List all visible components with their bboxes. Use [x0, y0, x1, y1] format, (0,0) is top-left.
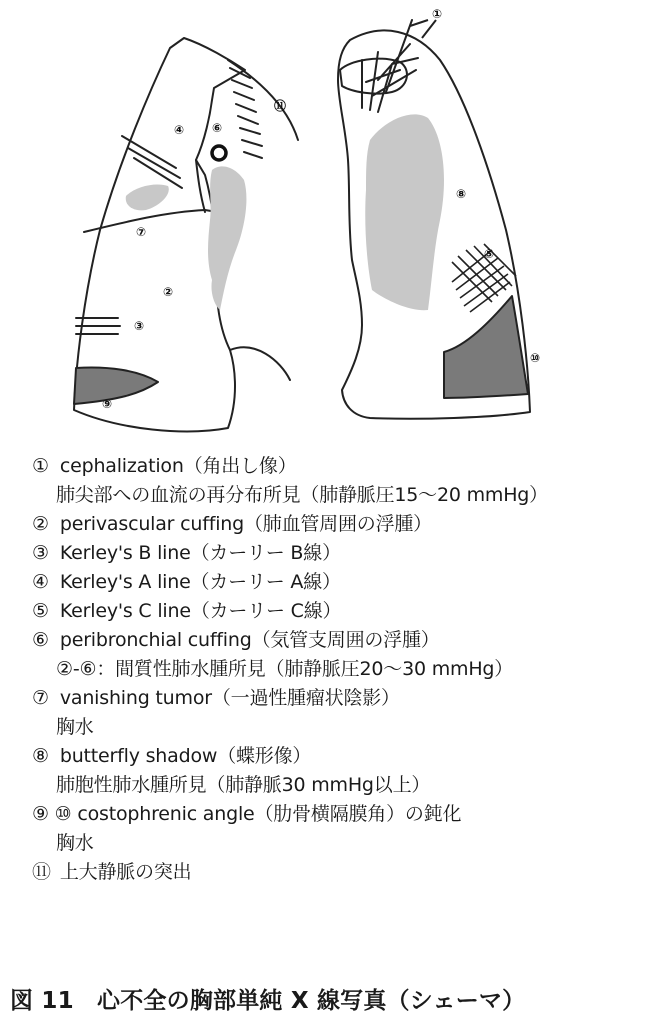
label-1: ① [432, 7, 443, 21]
label-9: ⑨ [102, 397, 113, 411]
legend-item-8: ⑧ butterfly shadow（蝶形像） [32, 745, 312, 767]
legend-item-9-10: ⑨ ⑩ costophrenic angle（肋骨横隔膜角）の鈍化 [32, 803, 462, 825]
figure-caption: 図 11 心不全の胸部単純 X 線写真（シェーマ） [10, 988, 526, 1014]
label-11: ⑪ [274, 99, 287, 113]
heart-border [230, 347, 290, 380]
legend-sub-5: 胸水 [56, 832, 94, 854]
right-costophrenic-effusion [74, 368, 158, 404]
legend-item-7: ⑦ vanishing tumor（一過性腫瘤状陰影） [32, 687, 400, 709]
label-4: ④ [174, 123, 185, 137]
label-7: ⑦ [136, 225, 147, 239]
legend-item-1: ① cephalization（角出し像） [32, 455, 297, 477]
label-3: ③ [134, 319, 145, 333]
label-8: ⑧ [456, 187, 467, 201]
butterfly-shadow [365, 114, 444, 310]
legend-item-6: ⑥ peribronchial cuffing（気管支周囲の浮腫） [32, 629, 440, 651]
legend-item-4: ④ Kerley's A line（カーリー A線） [32, 571, 341, 593]
legend [32, 452, 648, 887]
left-costophrenic-effusion [444, 296, 528, 398]
kerley-a-lines [122, 136, 182, 188]
legend-sub-4: 肺胞性肺水腫所見（肺静脈30 mmHg以上） [56, 774, 431, 796]
legend-item-11: ⑪ 上大静脈の突出 [32, 861, 192, 883]
label-10: ⑩ [530, 351, 541, 365]
label-2: ② [163, 285, 174, 299]
legend-item-3: ③ Kerley's B line（カーリー B線） [32, 542, 341, 564]
legend-item-5: ⑤ Kerley's C line（カーリー C線） [32, 600, 342, 622]
chest-xray-schema [0, 0, 654, 440]
legend-sub-2: ②-⑥：間質性肺水腫所見（肺静脈圧20～30 mmHg） [56, 658, 514, 680]
peribronchial-ring [212, 146, 226, 160]
legend-sub-3: 胸水 [56, 716, 94, 738]
perihilar-infiltrate [208, 166, 246, 310]
legend-item-2: ② perivascular cuffing（肺血管周囲の浮腫） [32, 513, 432, 535]
legend-sub-1: 肺尖部への血流の再分布所見（肺静脈圧15～20 mmHg） [56, 484, 548, 506]
label-5: ⑤ [484, 247, 495, 261]
vanishing-tumor [126, 184, 169, 210]
label-1-leader [410, 20, 436, 38]
cephalization-vessels [362, 20, 418, 112]
label-6: ⑥ [212, 121, 223, 135]
